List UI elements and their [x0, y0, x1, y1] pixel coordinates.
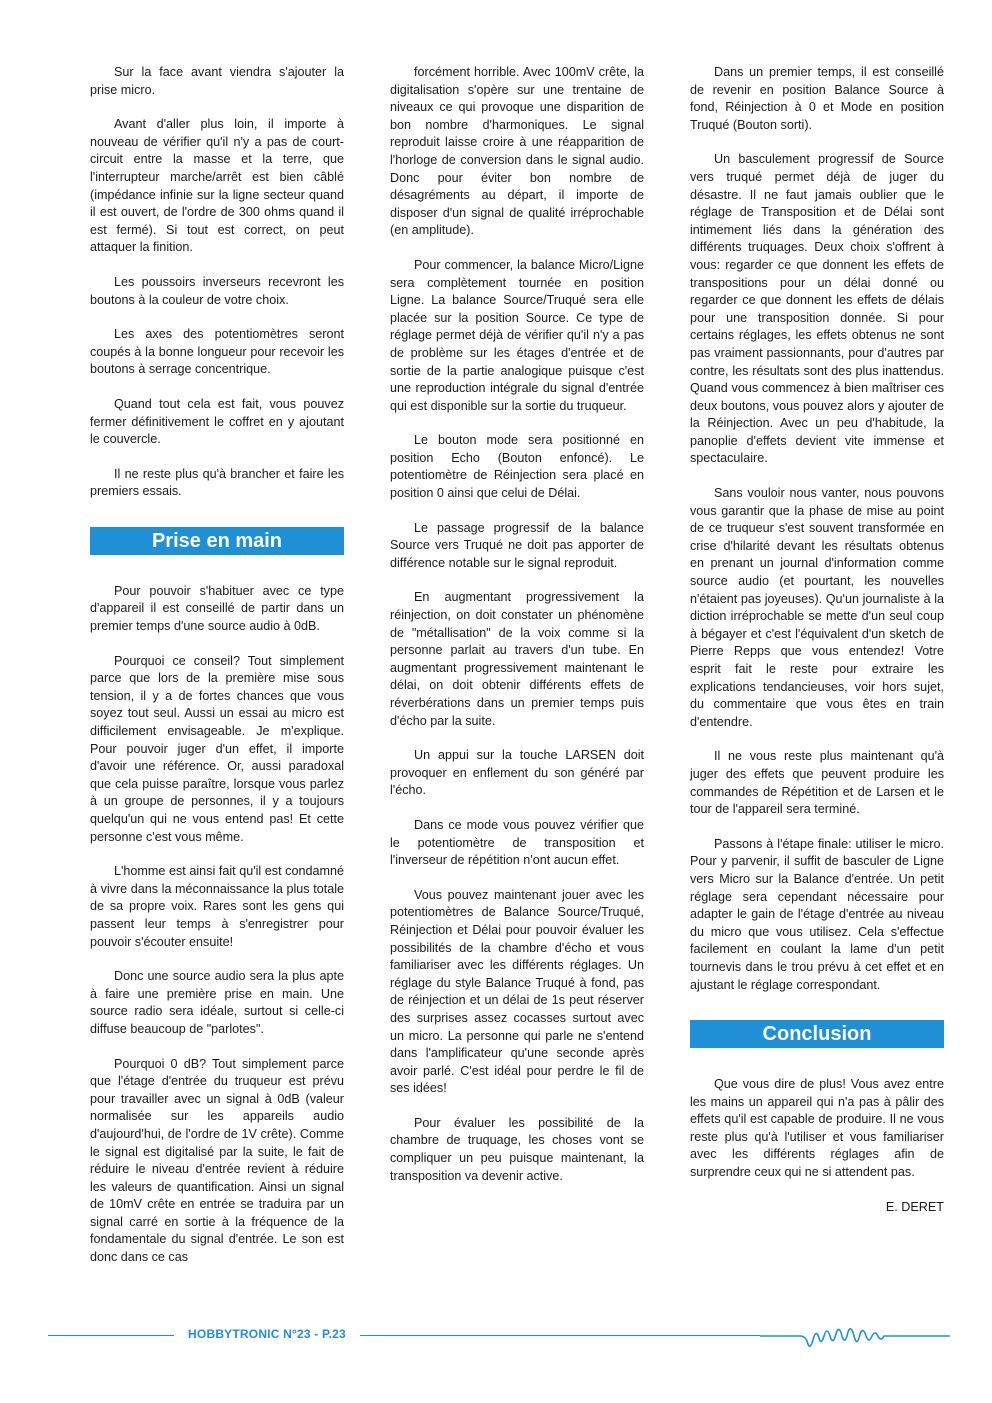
paragraph: Les axes des potentiomètres seront coupés à la bonne longueur pour recevoir les boutons à serrage concentrique. [90, 327, 344, 377]
paragraph: L'homme est ainsi fait qu'il est condamné à vivre dans la méconnaissance la plus totale de sa propre voix. Rares sont les gens qui passent leur temps à s'enregistrer pour pouvoir s'écouter ensuite! [90, 864, 344, 949]
paragraph: Il ne vous reste plus maintenant qu'à juger des effets que peuvent produire les commandes de Répétition et de Larsen et le tour de l'appareil sera terminé. [690, 749, 944, 817]
article-column-1 [90, 64, 344, 1284]
paragraph: Avant d'aller plus loin, il importe à nouveau de vérifier qu'il n'y a pas de court-circuit entre la masse et la terre, que l'interrupteur marche/arrêt est bien câblé (impédance infinie sur la ligne secteur quand il est ouvert, de l'ordre de 300 ohms quand il est fermé). Si tout est correct, on peut attaquer la finition. [90, 117, 344, 255]
section-heading-conclusion: Conclusion [690, 1020, 944, 1048]
paragraph: En augmentant progressivement la réinjection, on doit constater un phénomène de "métallisation" de la voix comme si la personne parlait au travers d'un tube. En augmentant progressivement maintenant le délai, on doit obtenir différents effets de réverbérations dans un premier temps puis d'écho par la suite. [390, 590, 644, 728]
paragraph: Que vous dire de plus! Vous avez entre les mains un appareil qui n'a pas à pâlir des effets qu'il est capable de produire. Il ne vous reste plus qu'à l'utiliser et vous familiariser avec les différents réglages afin de surprendre ceux qui ne si attendent pas. [690, 1077, 944, 1180]
article-column-3 [690, 64, 944, 1233]
paragraph: Pour pouvoir s'habituer avec ce type d'appareil il est conseillé de partir dans un premier temps d'une source audio à 0dB. [90, 583, 344, 634]
paragraph: forcément horrible. Avec 100mV crête, la digitalisation s'opère sur une trentaine de niveaux ce qui provoque une disparition de bon nombre d'harmoniques. Le signal reproduit laisse croire à une réapparition de l'horloge de conversion dans le signal audio. Donc pour éviter bon nombre de désagréments au départ, il importe de disposer d'un signal de qualité irréprochable (en amplitude). [390, 65, 644, 238]
paragraph: Pour commencer, la balance Micro/Ligne sera complètement tournée en position Ligne. La balance Source/Truqué sera elle placée sur la position Source. Ce type de réglage permet déjà de vérifier qu'il n'y a pas de problème sur les étages d'entrée et de sortie de la partie analogique puisque c'est une reproduction intégrale du signal d'entrée qui est disponible sur la sortie du truqueur. [390, 257, 644, 413]
paragraph: Dans un premier temps, il est conseillé de revenir en position Balance Source à fond, Réinjection à 0 et Mode en position Truqué (Bouton sorti). [690, 65, 944, 132]
paragraph: Le passage progressif de la balance Source vers Truqué ne doit pas apporter de différence notable sur le signal reproduit. [390, 520, 644, 570]
page-footer [48, 1322, 948, 1352]
article-column-2 [390, 64, 644, 1202]
paragraph: Le bouton mode sera positionné en position Echo (Bouton enfoncé). Le potentiomètre de Réinjection sera placé en position 0 ainsi que celui de Délai. [390, 433, 644, 501]
paragraph: Sur la face avant viendra s'ajouter la prise micro. [90, 65, 344, 97]
footer-rule [360, 1335, 760, 1336]
paragraph: Un appui sur la touche LARSEN doit provoquer en enflement du son généré par l'écho. [390, 748, 644, 798]
paragraph: Dans ce mode vous pouvez vérifier que le potentiomètre de transposition et l'inverseur de répétition n'ont aucun effet. [390, 817, 644, 868]
section-heading-prise-en-main: Prise en main [90, 527, 344, 555]
paragraph: Pourquoi 0 dB? Tout simplement parce que l'étage d'entrée du truqueur est prévu pour travailler avec un signal à 0dB (valeur normalisée sur les appareils audio d'aujourd'hui, de l'ordre de 1V crête). Comme le signal est digitalisé par la suite, le fait de réduire le niveau d'entrée revient à réduire les valeurs de quantification. Ainsi un signal de 10mV crête en entrée se traduira par un signal carré en sortie à la fréquence de la fondamentale du signal d'entrée. Le son est donc dans ce cas [90, 1056, 344, 1265]
paragraph: Donc une source audio sera la plus apte à faire une première prise en main. Une source radio sera idéale, surtout si celle-ci diffuse beaucoup de "parlotes". [90, 969, 344, 1036]
paragraph: Pourquoi ce conseil? Tout simplement parce que lors de la première mise sous tension, il y a de fortes chances que vous soyez tout seul. Aussi un essai au micro est difficilement envisageable. Je m'explique. Pour pouvoir juger d'un effet, il importe d'avoir une référence. Or, aussi paradoxal que cela puisse paraître, lorsque vous parlez à un groupe de personnes, il y a toujours quelqu'un qui ne vous entend pas! Et cette personne c'est vous même. [90, 653, 344, 844]
paragraph: Un basculement progressif de Source vers truqué permet déjà de juger du désastre. Il ne faut jamais oublier que le réglage de Transposition et de Délai sont intimement liés dans la génération des différents truquages. Deux choix s'offrent à vous: regarder ce que donnent les effets de transpositions pour un délai donné ou regarder ce que donnent les effets de délais pour une transposition donnée. Si pour certains réglages, les effets obtenus ne sont pas vraiment passionnants, pour d'autres par contre, les résultats sont des plus inattendus. Quand vous commencez à bien maîtriser ces deux boutons, vous pouvez alors y ajouter de la Réinjection. Avec un peu d'habitude, la panoplie d'effets devient vite immense et spectaculaire. [690, 152, 944, 466]
paragraph: Les poussoirs inverseurs recevront les boutons à la couleur de votre choix. [90, 274, 344, 307]
paragraph: Pour évaluer les possibilité de la chambre de truquage, les choses vont se compliquer un peu puisque maintenant, la transposition va devenir active. [390, 1115, 644, 1183]
paragraph: Il ne reste plus qu'à brancher et faire les premiers essais. [90, 466, 344, 499]
paragraph: Quand tout cela est fait, vous pouvez fermer définitivement le coffret en y ajoutant le couvercle. [90, 396, 344, 447]
paragraph: Vous pouvez maintenant jouer avec les potentiomètres de Balance Source/Truqué, Réinjection et Délai pour pouvoir évaluer les possibilités de la chambre d'écho et vous familiariser avec les différents réglages. Un réglage du style Balance Truqué à fond, pas de réinjection et un délai de 1s peut réserver des surprises assez cocasses surtout avec un micro. La personne qui parle ne s'entend dans l'amplificateur qu'une seconde après avoir parlé. C'est idéal pour perdre le fil de ses idées! [390, 887, 644, 1096]
paragraph: Passons à l'étape finale: utiliser le micro. Pour y parvenir, il suffit de basculer de Ligne vers Micro sur la Balance d'entrée. Un petit réglage sera cependant nécessaire pour adapter le gain de l'étage d'entrée au niveau du micro que vous utilisez. Cela s'effectue facilement en coulant la lame d'un petit tournevis dans le trou prévu à cet effet et en ajustant le réglage correspondant. [690, 836, 944, 992]
footer-page-number: HOBBYTRONIC N°23 - P.23 [188, 1327, 346, 1341]
waveform-logo-icon [760, 1322, 950, 1352]
footer-rule [48, 1335, 174, 1336]
paragraph: Sans vouloir nous vanter, nous pouvons vous garantir que la phase de mise au point de ce truqueur s'est souvent transformée en crise d'hilarité devant les résultats obtenus en prenant un journal d'information comme source audio (et pourtant, les nouvelles n'étaient pas joyeuses). Qu'un journaliste à la diction irréprochable se mette d'un seul coup à bégayer et c'est l'équivalent d'un sketch de Pierre Repps que vous entendez! Votre esprit fait le reste pour extraire les explications tendancieuses, voir hors sujet, du commentaire que vous êtes en train d'entendre. [690, 486, 944, 729]
author-signature: E. DERET [885, 1199, 944, 1214]
